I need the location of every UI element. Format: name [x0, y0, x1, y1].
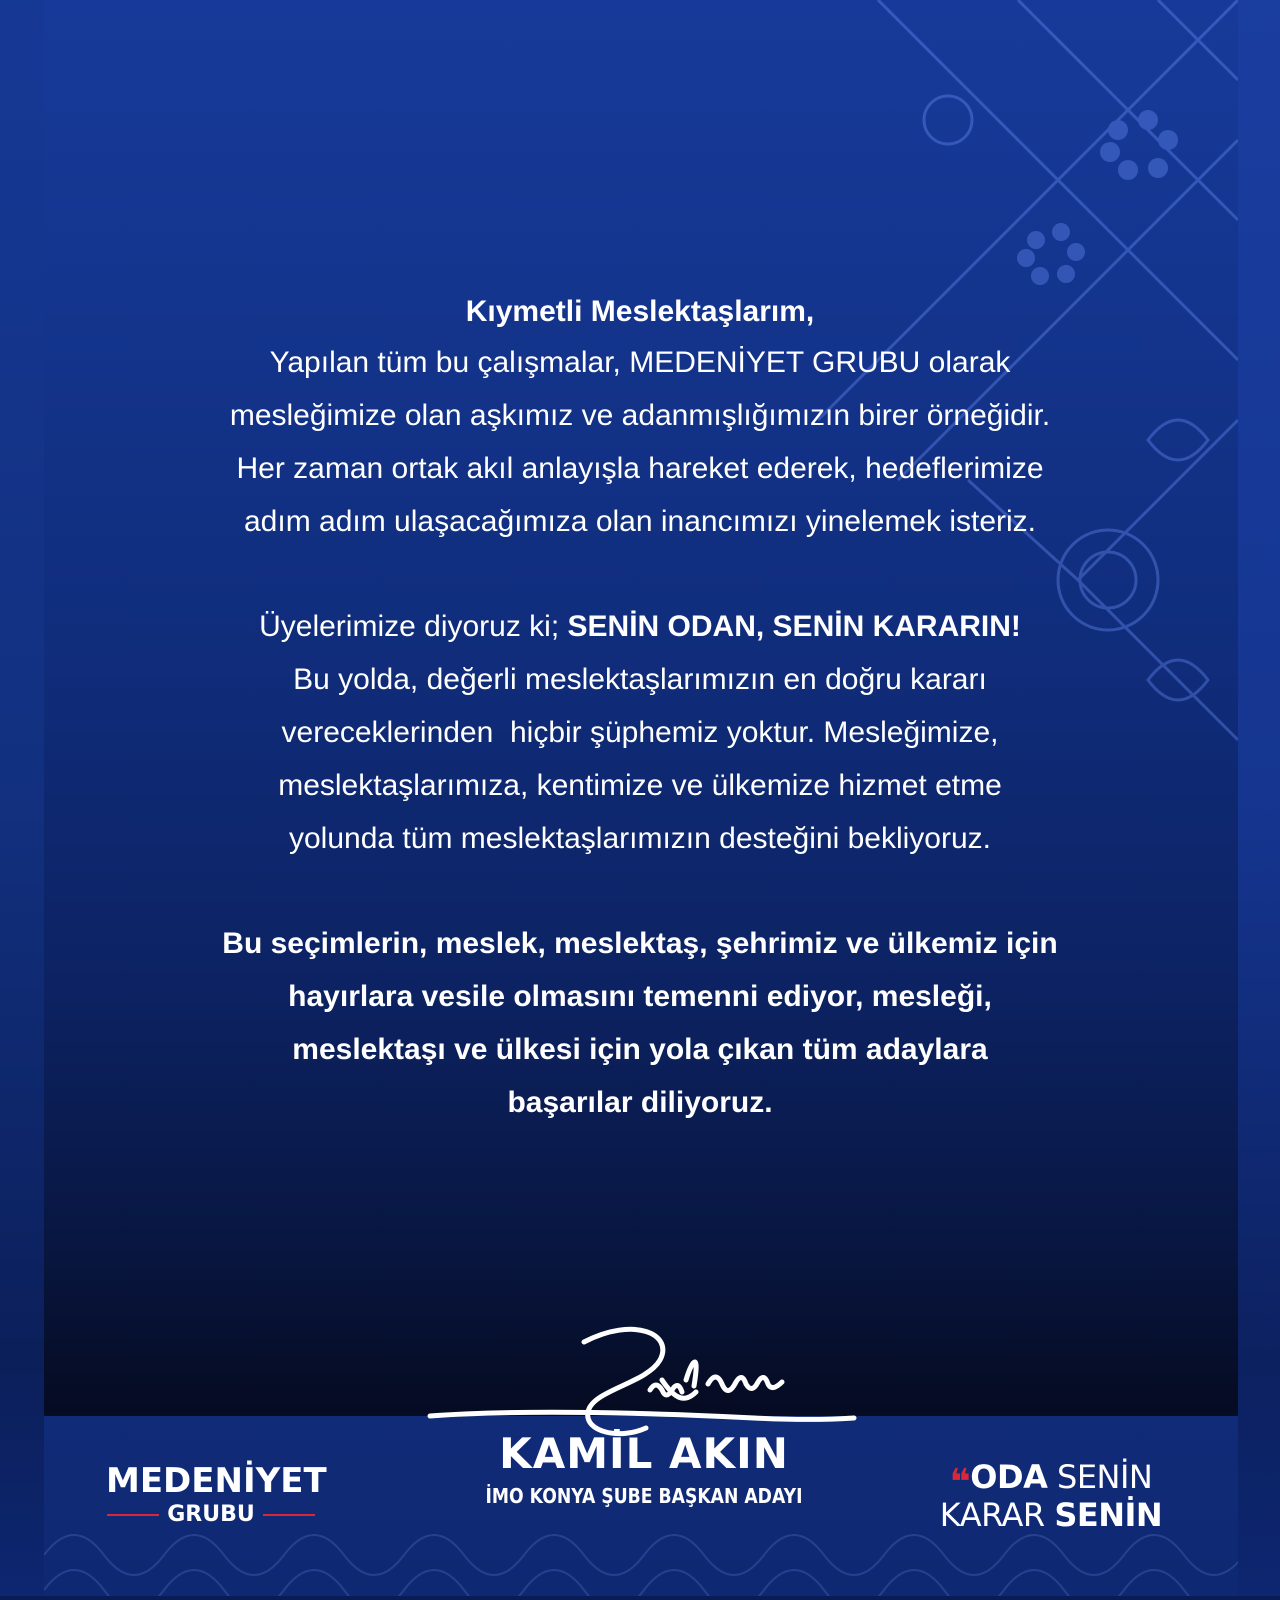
paragraph-2-line-2: vereceklerinden hiçbir şüphemiz yoktur. Mesleğimize, — [281, 716, 999, 749]
bottom-edge — [0, 1596, 1280, 1600]
paragraph-2-line-1: Bu yolda, değerli meslektaşlarımızın en doğru kararı — [293, 663, 987, 696]
red-divider-left — [107, 1514, 159, 1516]
group-sub-row — [106, 1502, 316, 1528]
spacer — [0, 548, 1280, 600]
slogan-karar: KARAR — [939, 1496, 1045, 1534]
candidate-title: İMO KONYA ŞUBE BAŞKAN ADAYI — [485, 1484, 803, 1508]
slogan-oda: ODA — [970, 1458, 1048, 1496]
paragraph-1-line-3: Her zaman ortak akıl anlayışla hareket ederek, hedeflerimize — [236, 452, 1044, 485]
candidate-block — [424, 1320, 864, 1580]
paragraph-2 — [0, 600, 1280, 865]
paragraph-2-line-4: yolunda tüm meslektaşlarımızın desteğini bekliyoruz. — [289, 822, 991, 855]
slogan-line-1 — [926, 1458, 1176, 1503]
group-name: MEDENİYET — [106, 1461, 327, 1501]
paragraph-2-slogan: SENİN ODAN, SENİN KARARIN! — [567, 610, 1021, 643]
closing-line-2: hayırlara vesile olmasını temenni ediyor, mesleği, — [288, 980, 992, 1013]
red-divider-right — [263, 1514, 315, 1516]
closing-paragraph — [0, 917, 1280, 1129]
letter-body — [0, 288, 1280, 1129]
paragraph-1-line-2: mesleğimize olan aşkımız ve adanmışlığımızın birer örneğidir. — [229, 399, 1051, 432]
slogan-senin-1: SENİN — [1057, 1458, 1153, 1496]
quote-mark-icon: ❝ — [949, 1462, 971, 1503]
closing-line-3: meslektaşı ve ülkesi için yola çıkan tüm adaylara — [292, 1033, 988, 1066]
medeniyet-grubu-logo — [106, 1461, 327, 1528]
oda-senin-karar-senin-logo — [926, 1458, 1176, 1534]
candidate-name: KAMİL AKIN — [499, 1429, 789, 1478]
letter-greeting: Kıymetli Meslektaşlarım, — [465, 295, 815, 328]
slogan-senin-2: SENİN — [1054, 1496, 1163, 1534]
paragraph-2-lead: Üyelerimize diyoruz ki; — [259, 610, 568, 643]
paragraph-1-line-1: Yapılan tüm bu çalışmalar, MEDENİYET GRUBU olarak — [269, 346, 1011, 379]
closing-line-1: Bu seçimlerin, meslek, meslektaş, şehrimiz ve ülkemiz için — [222, 927, 1058, 960]
paragraph-2-line-3: meslektaşlarımıza, kentimize ve ülkemize hizmet etme — [278, 769, 1002, 802]
paragraph-1-line-4: adım adım ulaşacağımıza olan inancımızı yinelemek isteriz. — [244, 505, 1036, 538]
group-sub: GRUBU — [167, 1502, 255, 1527]
spacer — [0, 865, 1280, 917]
paragraph-1 — [0, 336, 1280, 548]
signature-text: Süleyman — [724, 1404, 729, 1405]
footer-bar — [44, 1404, 1238, 1600]
closing-line-4: başarılar diliyoruz. — [507, 1086, 773, 1119]
